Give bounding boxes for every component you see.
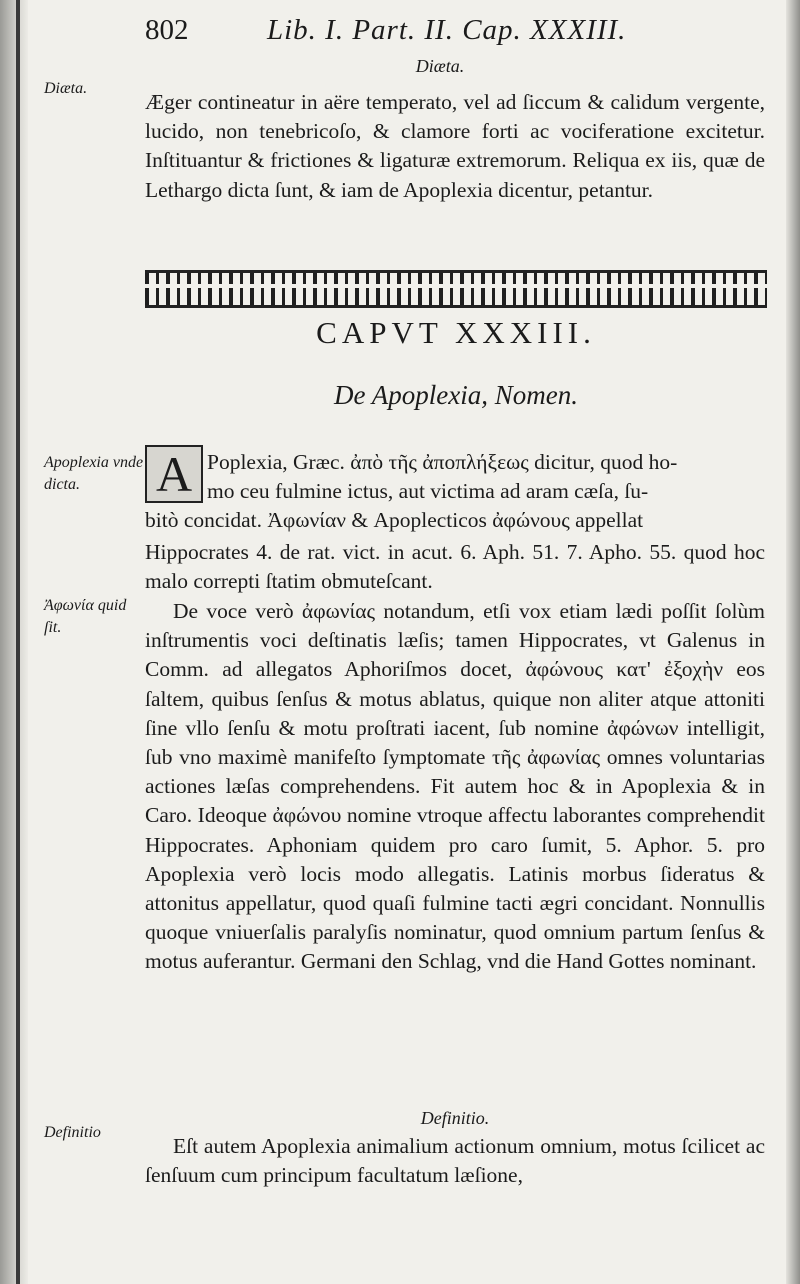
margin-note-diaeta: Diæta.: [44, 80, 88, 97]
page-edge-shadow: [786, 0, 800, 1284]
paragraph-diaeta: Æger contineatur in aëre temperato, vel ad ſiccum & calidum vergente, lucido, non tenebricoſo, & clamore forti ac vociferatione excitetur. Inſtituantur & frictiones & ligaturæ extremorum. Reliqua ex iis, quæ de Lethargo dicta ſunt, & iam de Apoplexia dicentur, petantur.: [145, 90, 765, 202]
decorative-ornament-band: [145, 270, 767, 308]
page-number: 802: [145, 14, 189, 46]
running-header: [145, 14, 715, 54]
margin-note-definitio: Definitio: [44, 1124, 101, 1141]
subhead-definitio: Definitio.: [420, 1108, 490, 1128]
gutter-line: [16, 0, 20, 1284]
chapter-title: CAPVT XXXIII.: [316, 315, 596, 350]
section-title: De Apoplexia, Nomen.: [334, 380, 578, 410]
paragraph-definitio: Eſt autem Apoplexia animalium actionum omnium, motus ſcilicet ac ſenſuum cum principum facultatum læſione,: [145, 1134, 765, 1188]
drop-cap-letter: A: [145, 445, 203, 503]
margin-note-aphonia: Ἀφωνία quid ſit.: [44, 597, 127, 636]
subhead-diaeta: Diæta.: [415, 56, 465, 76]
text-line-2: mo ceu fulmine ictus, aut victima ad aram cæſa, ſu-: [207, 479, 649, 503]
text-line-3: bitò concidat. Ἀφωνίαν & Apoplecticos ἀφώνους appellat: [145, 508, 644, 532]
paragraph-hippocrates: Hippocrates 4. de rat. vict. in acut. 6. Aph. 51. 7. Apho. 55. quod hoc malo correpti ſtatim obmuteſcant.: [145, 540, 765, 594]
running-title: Lib. I. Part. II. Cap. XXXIII.: [267, 14, 627, 46]
book-spine-shadow: [0, 0, 28, 1284]
margin-note-apoplexia-unde-dicta: Apoplexia vnde dicta.: [44, 454, 144, 493]
text-line-1: Poplexia, Græc. ἀπὸ τῆς ἀποπλήξεως dicitur, quod ho-: [207, 450, 678, 474]
paragraph-de-voce: De voce verò ἀφωνίας notandum, etſi vox etiam lædi poſſit ſolùm inſtrumentis voci deſtinatis læſis; tamen Hippocrates, vt Galenus in Comm. ad allegatos Aphoriſmos docet, ἀφώνους κατ' ἐξοχὴν eos ſaltem, quibus ſenſus & motus ablatus, quique non aliter atque attoniti ſine vllo ſenſu & motu proſtrati iacent, ſub nomine ἀφώνων intelligit, ſub vno maximè manifeſto ſymptomate τῆς ἀφωνίας omnes voluntarias actiones læſas comprehendens. Fit autem hoc & in Apoplexia & in Caro. Ideoque ἀφώνου nomine vtroque affectu laborantes comprehendit Hippocrates. Aphoniam quidem pro caro ſumit, 5. Aphor. 5. pro Apoplexia verò locis modo allegatis. Latinis morbus ſideratus & attonitus appellatur, quod quaſi fulmine tacti ægri concidant. Nonnullis quoque vniuerſalis paralyſis nominatur, quod omnium partum ſenſus & motus auferantur. Germani den Schlag, vnd die Hand Gottes nominant.: [145, 599, 765, 974]
